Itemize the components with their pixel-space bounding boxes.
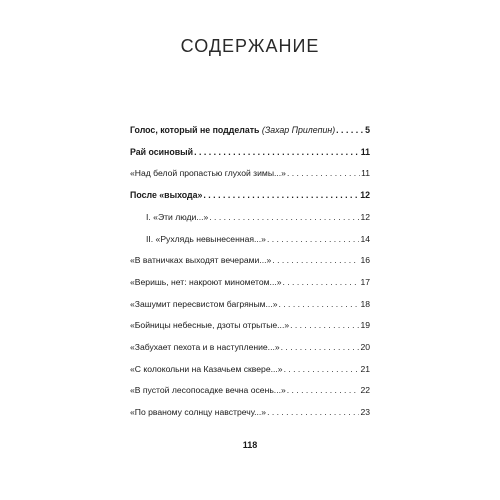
toc-entry [146,233,370,245]
toc-entry-label: «По рваному солнцу навстречу...» [130,407,267,417]
toc-entry-page: 21 [360,364,370,374]
toc-entry-page: 19 [360,320,370,330]
toc-leader-dots [267,406,359,418]
toc-entry-label: «Забухает пехота и в наступление...» [130,342,280,352]
toc-entry [130,341,370,353]
toc-leader-dots [272,254,359,266]
toc-leader-dots [203,189,359,201]
toc-entry-label: I. «Эти люди...» [146,212,209,222]
toc-entry-page: 23 [360,407,370,417]
toc-entry [130,384,370,396]
toc-entry [130,189,370,201]
toc-entry-page: 12 [360,212,370,222]
toc-entry-label: «Над белой пропастью глухой зимы...» [130,168,286,178]
toc-entry [130,363,370,375]
toc-entry-page: 11 [360,147,370,157]
toc-entry-label: «Бойницы небесные, дзоты отрытые...» [130,320,290,330]
toc-entry-label: «С колокольни на Казачьем сквере...» [130,364,283,374]
toc-leader-dots [287,384,360,396]
toc-entry-page: 14 [360,234,370,244]
toc-entry-page: 22 [360,385,370,395]
toc-leader-dots [281,341,360,353]
toc-entry [130,146,370,158]
toc-entry-label: «Веришь, нет: накроют минометом...» [130,277,282,287]
toc-entry-page: 18 [360,299,370,309]
toc-entry-page: 16 [360,255,370,265]
toc-leader-dots [194,146,360,158]
toc-leader-dots [336,124,364,136]
toc-entry-label: «В ватничках выходят вечерами...» [130,255,272,265]
toc-entry [130,254,370,266]
toc-entry [130,124,370,136]
toc-entry-page: 20 [360,342,370,352]
toc-entry-label: «Зашумит пересвистом багряным...» [130,299,278,309]
toc-entry-label: «В пустой лесопосадке вечна осень...» [130,385,286,395]
toc-entry [130,298,370,310]
toc-leader-dots [267,233,359,245]
toc-leader-dots [283,276,360,288]
toc-entry-page: 11 [361,168,370,178]
toc-entry-label: Рай осиновый [130,147,194,157]
toc-entry [130,276,370,288]
toc-entry-author: (Захар Прилепин) [261,125,336,135]
toc-entry [146,211,370,223]
page-number: 118 [242,440,258,450]
toc-entry-page: 17 [360,277,370,287]
page-title: СОДЕРЖАНИЕ [180,36,320,56]
toc-leader-dots [209,211,359,223]
toc-entry [130,406,370,418]
toc-leader-dots [284,363,360,375]
toc-entry [130,319,370,331]
toc-entry-label: II. «Рухлядь невынесенная...» [146,234,266,244]
toc-entry-label: Голос, который не подделать (Захар Прилепин) [130,125,336,135]
toc-leader-dots [287,167,360,179]
toc-entry-page: 5 [365,125,370,135]
toc-leader-dots [279,298,360,310]
toc-leader-dots [290,319,359,331]
toc-entry-label: После «выхода» [130,190,203,200]
toc-entry [130,167,370,179]
toc-entry-page: 12 [360,190,370,200]
